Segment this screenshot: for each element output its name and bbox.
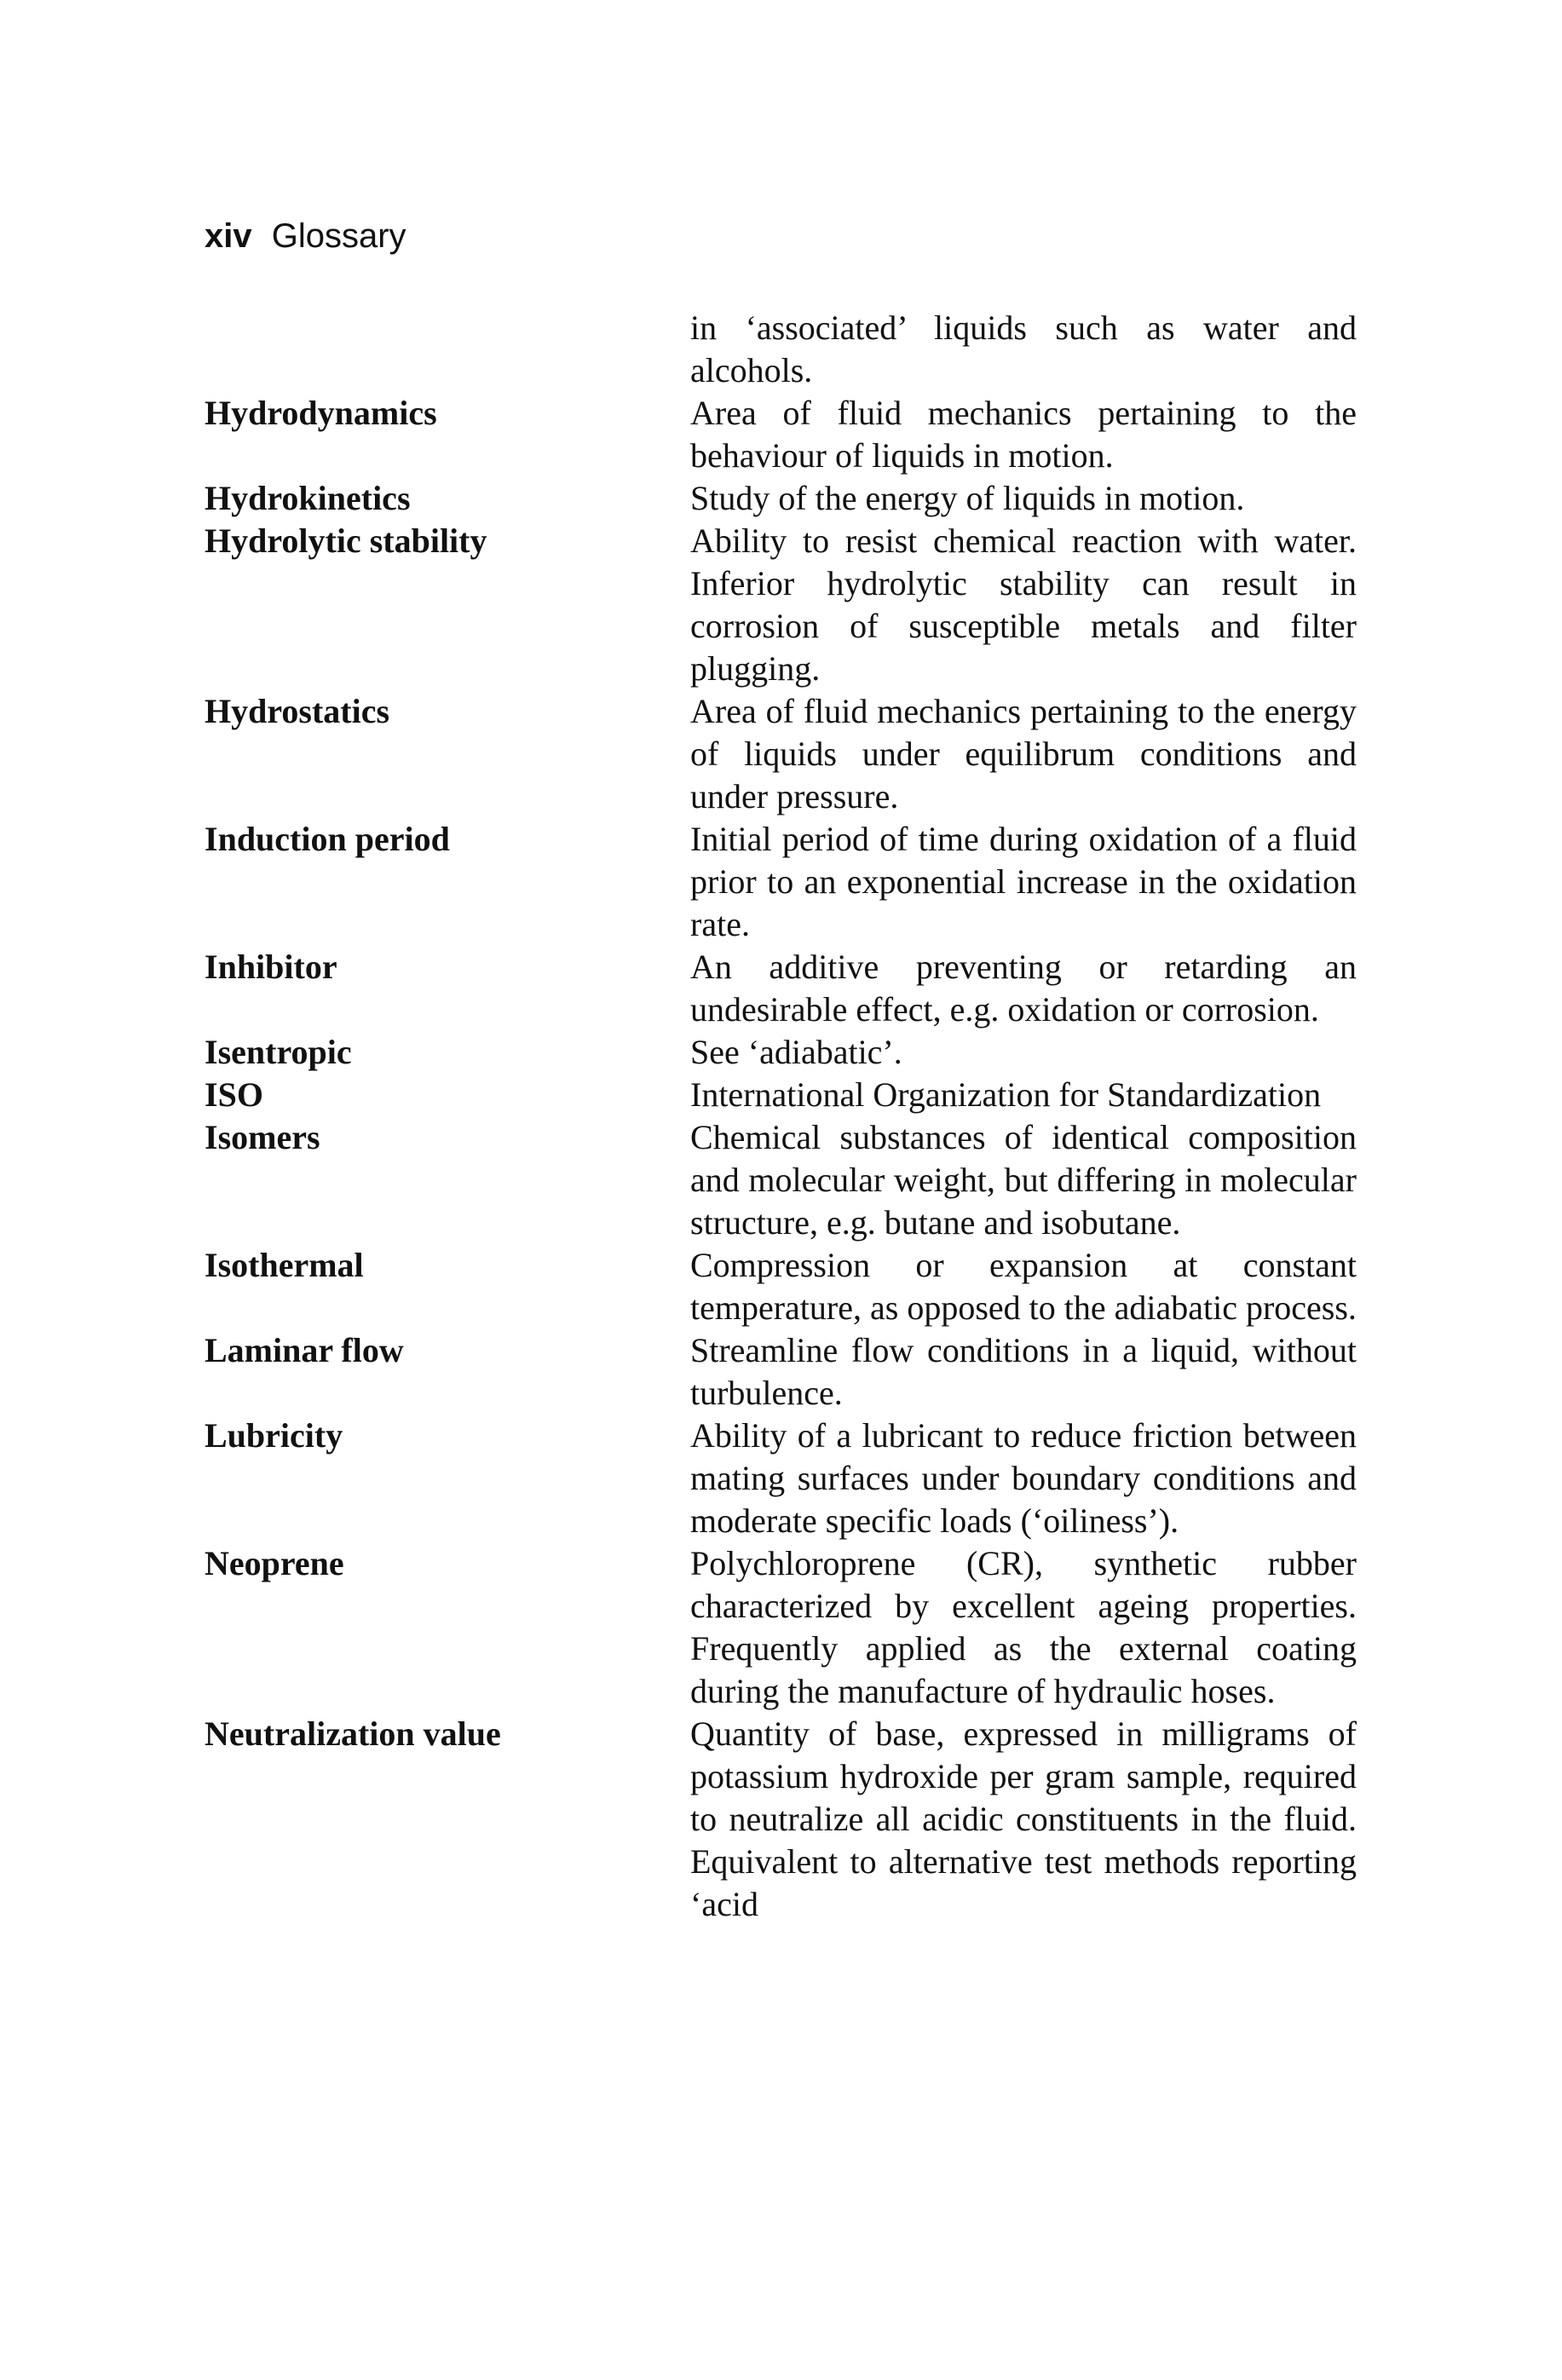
glossary-term: Isothermal [205,1246,364,1284]
glossary-definition: Streamline flow conditions in a liquid, without turbulence. [690,1331,1357,1412]
glossary-term: Laminar flow [205,1331,404,1369]
glossary-definition: Quantity of base, expressed in milligrams of potassium hydroxide per gram sample, required to neutralize all acidic constituents in the fluid. Equivalent to alternative test methods reporting ‘acid [690,1714,1357,1923]
continued-definition: in ‘associated’ liquids such as water and alcohols. [690,308,1357,389]
glossary-terms [205,1031,690,1116]
glossary-entry-hydrostatics [205,690,1357,818]
glossary-entry-isothermal [205,1244,1357,1329]
glossary-definition: Area of fluid mechanics pertaining to the energy of liquids under equilibrum conditions and under pressure. [690,692,1357,815]
section-title: Glossary [271,217,406,255]
glossary-definition: Study of the energy of liquids in motion. [690,479,1245,517]
glossary-definition: Ability to resist chemical reaction with water. Inferior hydrolytic stability can result in corrosion of susceptible metals and filter plugging. [690,522,1357,688]
glossary-definition: Area of fluid mechanics pertaining to the behaviour of liquids in motion. [690,394,1357,475]
glossary-list [205,307,1357,1926]
running-head [205,215,406,257]
glossary-definition: An additive preventing or retarding an undesirable effect, e.g. oxidation or corrosion. [690,948,1357,1029]
glossary-definition: Chemical substances of identical composition and molecular weight, but differing in molecular structure, e.g. butane and isobutane. [690,1118,1357,1242]
glossary-entry-neoprene [205,1542,1357,1713]
glossary-entry-hydrokinetics-hydrolytic-stability [205,477,1357,690]
glossary-term: Hydrokinetics [205,479,411,517]
glossary-terms [205,477,690,690]
glossary-term: Inhibitor [205,948,337,986]
glossary-definition: Ability of a lubricant to reduce friction between mating surfaces under boundary conditions and moderate specific loads (‘oiliness’). [690,1416,1357,1540]
glossary-term: Hydrolytic stability [205,522,487,560]
glossary-definition: Initial period of time during oxidation of a fluid prior to an exponential increase in the oxidation rate. [690,820,1357,943]
glossary-definitions [690,477,1357,690]
glossary-definition: Polychloroprene (CR), synthetic rubber characterized by excellent ageing properties. Frequently applied as the external coating during the manufacture of hydraulic hoses. [690,1544,1357,1710]
glossary-entry-isomers [205,1116,1357,1244]
glossary-term: Hydrodynamics [205,394,437,432]
glossary-term: Neoprene [205,1544,344,1582]
glossary-term: Hydrostatics [205,692,390,730]
glossary-definition: Compression or expansion at constant temperature, as opposed to the adiabatic process. [690,1246,1357,1327]
glossary-term: Isomers [205,1118,320,1156]
page-number: xiv [205,217,252,255]
glossary-entry-lubricity [205,1415,1357,1542]
glossary-term: Lubricity [205,1416,343,1455]
glossary-entry-laminar-flow [205,1329,1357,1415]
glossary-term: Neutralization value [205,1714,501,1753]
glossary-entry-hydrodynamics [205,392,1357,477]
glossary-entry-neutralization-value [205,1713,1357,1926]
glossary-definition: International Organization for Standardization [690,1075,1322,1114]
glossary-entry-isentropic-iso [205,1031,1357,1116]
glossary-definition: See ‘adiabatic’. [690,1033,902,1071]
glossary-entry-inhibitor [205,946,1357,1031]
glossary-term: Induction period [205,820,450,858]
glossary-term: Isentropic [205,1033,352,1071]
glossary-definitions [690,1031,1357,1116]
glossary-entry-induction-period [205,818,1357,946]
glossary-term: ISO [205,1075,263,1114]
